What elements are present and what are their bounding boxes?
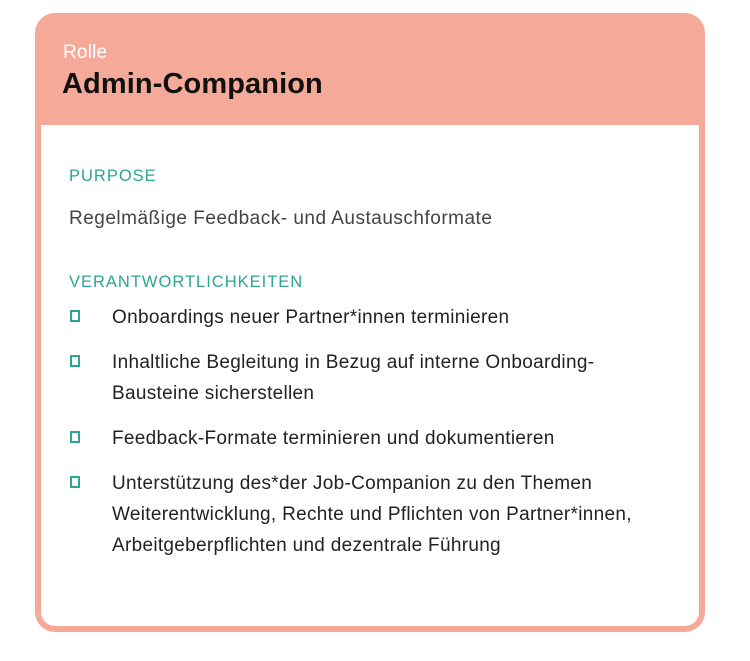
responsibility-text: Feedback-Formate terminieren und dokumentieren xyxy=(112,428,555,449)
square-outline-icon xyxy=(70,310,80,322)
responsibility-text: Onboardings neuer Partner*innen terminieren xyxy=(112,307,510,328)
responsibility-item xyxy=(69,297,669,333)
responsibilities-list xyxy=(69,297,669,570)
square-outline-icon xyxy=(70,431,80,443)
role-caption: Rolle xyxy=(63,42,108,63)
responsibility-text: Unterstützung des*der Job-Companion zu den Themen Weiterentwicklung, Rechte und Pflichten von Partner*innen, Arbeitgeberpflichten und dezentrale Führung xyxy=(112,473,632,556)
role-card-body xyxy=(41,125,699,626)
square-outline-icon xyxy=(70,476,80,488)
role-title: Admin-Companion xyxy=(62,68,323,100)
responsibility-item xyxy=(69,463,669,561)
purpose-label: PURPOSE xyxy=(69,167,157,185)
responsibility-item xyxy=(69,418,669,454)
purpose-text: Regelmäßige Feedback- und Austauschformate xyxy=(69,208,493,229)
role-card xyxy=(35,13,705,632)
responsibility-item xyxy=(69,342,669,409)
responsibility-text: Inhaltliche Begleitung in Bezug auf interne Onboarding-Bausteine sicherstellen xyxy=(112,352,595,404)
responsibilities-label: VERANTWORTLICHKEITEN xyxy=(69,273,304,291)
role-card-header xyxy=(35,13,705,125)
square-outline-icon xyxy=(70,355,80,367)
